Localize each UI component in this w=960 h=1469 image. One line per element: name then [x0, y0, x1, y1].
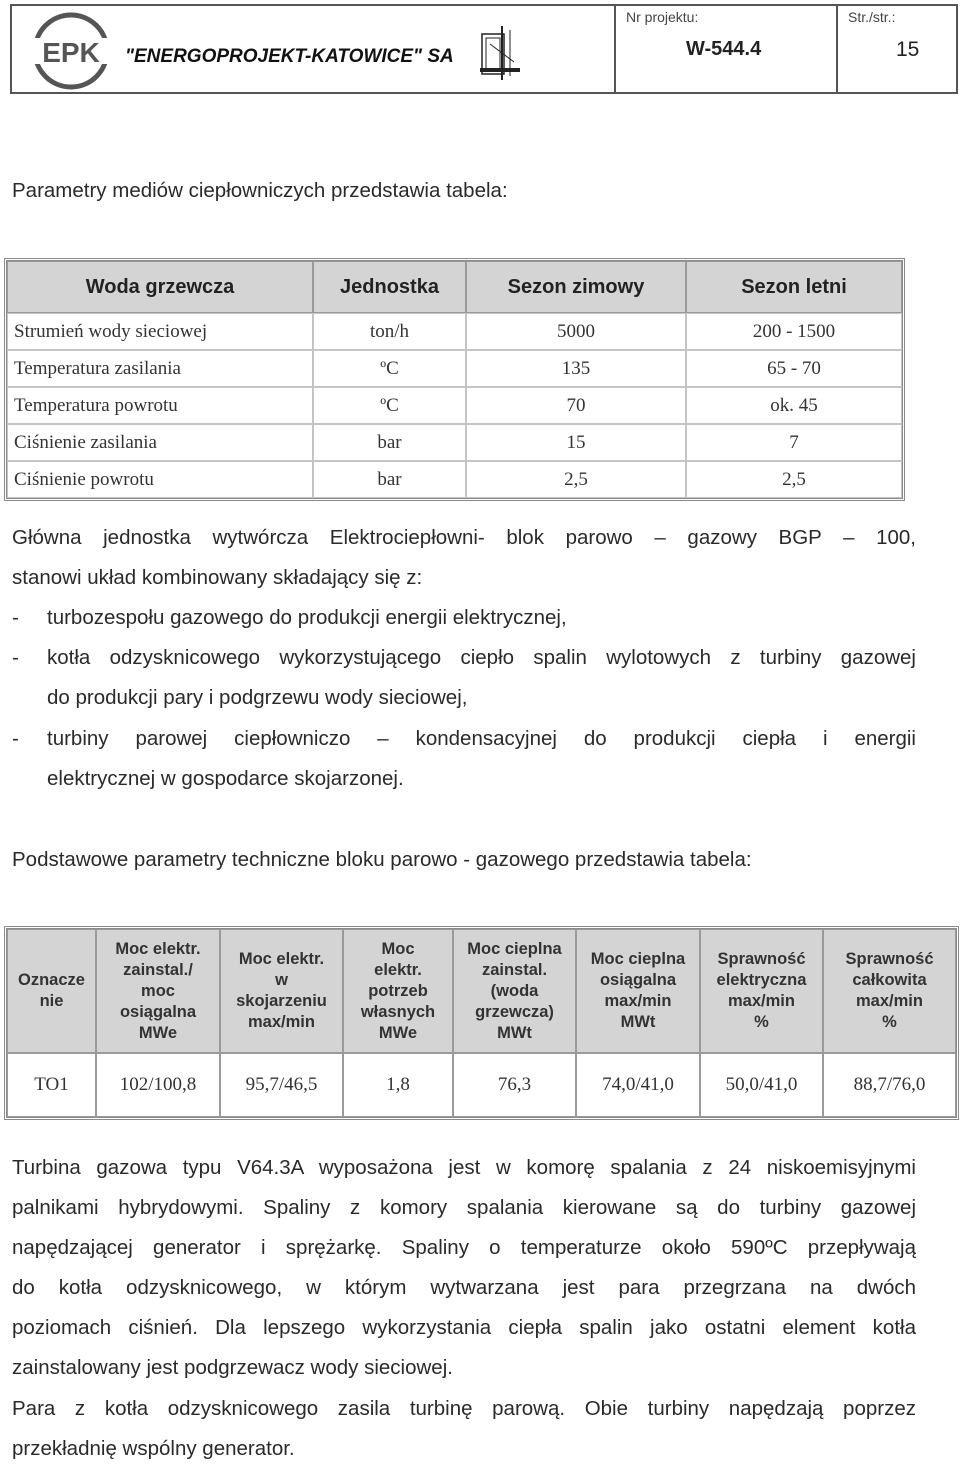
- table-cell: 88,7/76,0: [823, 1053, 956, 1117]
- heating-media-table: [4, 258, 905, 501]
- table-cell: 95,7/46,5: [220, 1053, 343, 1117]
- table-cell: ºC: [313, 387, 466, 424]
- text-line: elektrycznej w gospodarce skojarzonej.: [47, 767, 404, 790]
- table-cell: 74,0/41,0: [576, 1053, 700, 1117]
- table-cell: 135: [466, 350, 686, 387]
- column-header: Moc elektr. w skojarzeniu max/min: [220, 929, 343, 1053]
- company-name: "ENERGOPROJEKT-KATOWICE" SA: [125, 46, 454, 67]
- list-item: [12, 719, 916, 799]
- main-unit-paragraph: [12, 518, 916, 598]
- table-cell: Temperatura zasilania: [7, 350, 313, 387]
- text-line: Turbina gazowa typu V64.3A wyposażona jest w komorę spalania z 24 niskoemisyjnymi: [12, 1156, 916, 1179]
- table-row: [7, 313, 902, 350]
- project-label: Nr projektu:: [626, 9, 699, 25]
- list-dash: -: [12, 606, 19, 629]
- table-cell: 70: [466, 387, 686, 424]
- gas-turbine-paragraph: [12, 1148, 916, 1388]
- header-company-cell: [12, 6, 616, 92]
- steam-turbine-paragraph: [12, 1389, 916, 1469]
- table-cell: Ciśnienie zasilania: [7, 424, 313, 461]
- table-cell: Strumień wody sieciowej: [7, 313, 313, 350]
- text-line: poziomach ciśnień. Dla lepszego wykorzystania ciepła spalin jako ostatni element kotła: [12, 1316, 916, 1339]
- table-row: [7, 1053, 956, 1117]
- page-label: Str./str.:: [848, 9, 896, 25]
- column-header: Moc elektr. zainstal./ moc osiągalna MWe: [96, 929, 220, 1053]
- column-header: Sprawność elektryczna max/min %: [700, 929, 823, 1053]
- header-page-cell: [838, 6, 956, 92]
- table-cell: 102/100,8: [96, 1053, 220, 1117]
- project-number: W-544.4: [686, 38, 762, 60]
- table-cell: Ciśnienie powrotu: [7, 461, 313, 498]
- table-header-row: [7, 261, 902, 313]
- column-header: Oznacze nie: [7, 929, 96, 1053]
- table-cell: 15: [466, 424, 686, 461]
- table-row: [7, 424, 902, 461]
- table-cell: bar: [313, 461, 466, 498]
- text-line: palnikami hybrydowymi. Spaliny z komory spalania kierowane są do turbiny gazowej: [12, 1196, 916, 1219]
- logo-text: EPK: [42, 37, 100, 68]
- table-cell: Temperatura powrotu: [7, 387, 313, 424]
- column-header: Jednostka: [313, 261, 466, 313]
- list-dash: -: [12, 727, 19, 750]
- text-line: Para z kotła odzysknicowego zasila turbinę parową. Obie turbiny napędzają poprzez: [12, 1397, 916, 1420]
- column-header: Moc cieplna zainstal. (woda grzewcza) MWt: [453, 929, 576, 1053]
- table-cell: 7: [686, 424, 902, 461]
- text-line: kotła odzysknicowego wykorzystującego ciepło spalin wylotowych z turbiny gazowej: [47, 646, 916, 669]
- text-line: do produkcji pary i podgrzewu wody sieciowej,: [47, 686, 468, 709]
- intro-table2: Podstawowe parametry techniczne bloku parowo - gazowego przedstawia tabela:: [12, 848, 752, 871]
- column-header: Moc cieplna osiągalna max/min MWt: [576, 929, 700, 1053]
- text-line: do kotła odzysknicowego, w którym wytwarzana jest para przegrzana na dwóch: [12, 1276, 916, 1299]
- table-row: [7, 387, 902, 424]
- table-cell: ºC: [313, 350, 466, 387]
- intro-table1: Parametry mediów ciepłowniczych przedstawia tabela:: [12, 179, 508, 202]
- column-header: Woda grzewcza: [7, 261, 313, 313]
- table-row: [7, 461, 902, 498]
- text-line: przekładnię wspólny generator.: [12, 1437, 295, 1460]
- column-header: Sprawność całkowita max/min %: [823, 929, 956, 1053]
- table-cell: 2,5: [466, 461, 686, 498]
- table-cell: 65 - 70: [686, 350, 902, 387]
- epk-logo-icon: [32, 12, 110, 90]
- table-cell: ok. 45: [686, 387, 902, 424]
- header-project-cell: [616, 6, 838, 92]
- table-cell: 5000: [466, 313, 686, 350]
- text-line: Główna jednostka wytwórcza Elektrociepłowni- blok parowo – gazowy BGP – 100,: [12, 526, 916, 549]
- column-header: Sezon letni: [686, 261, 902, 313]
- table-cell: bar: [313, 424, 466, 461]
- text-line: napędzającej generator i sprężarkę. Spaliny o temperaturze około 590ºC przepływają: [12, 1236, 916, 1259]
- table-cell: 76,3: [453, 1053, 576, 1117]
- text-line: turbiny parowej ciepłowniczo – kondensacyjnej do produkcji ciepła i energii: [47, 727, 916, 750]
- table-row: [7, 350, 902, 387]
- table-cell: 1,8: [343, 1053, 453, 1117]
- table-cell: 200 - 1500: [686, 313, 902, 350]
- table-header-row: [7, 929, 956, 1053]
- table-cell: ton/h: [313, 313, 466, 350]
- text-line: turbozespołu gazowego do produkcji energii elektrycznej,: [47, 606, 567, 629]
- list-item: [12, 638, 916, 718]
- document-header: [10, 4, 958, 94]
- block-parameters-table: [4, 926, 959, 1120]
- column-header: Sezon zimowy: [466, 261, 686, 313]
- page-number: 15: [896, 38, 920, 61]
- table-cell: TO1: [7, 1053, 96, 1117]
- table-cell: 50,0/41,0: [700, 1053, 823, 1117]
- table-cell: 2,5: [686, 461, 902, 498]
- institute-symbol-icon: [480, 24, 524, 82]
- list-dash: -: [12, 646, 19, 669]
- list-item: [12, 598, 916, 638]
- text-line: stanowi układ kombinowany składający się z:: [12, 566, 423, 589]
- text-line: zainstalowany jest podgrzewacz wody sieciowej.: [12, 1356, 453, 1379]
- column-header: Moc elektr. potrzeb własnych MWe: [343, 929, 453, 1053]
